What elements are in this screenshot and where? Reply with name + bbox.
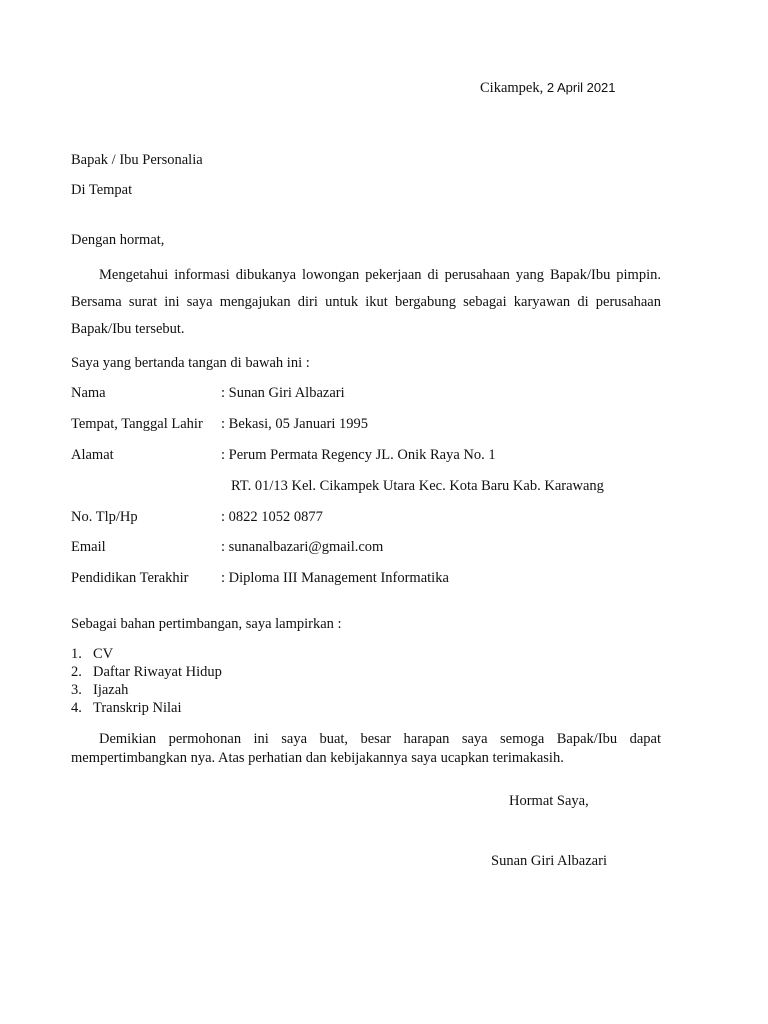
field-label-address: Alamat: [71, 447, 114, 463]
list-item: [71, 645, 222, 663]
date-line: [480, 80, 616, 97]
list-item-number: 1.: [71, 646, 82, 662]
list-item: [71, 663, 222, 681]
intro-paragraph: Mengetahui informasi dibukanya lowongan pekerjaan di perusahaan yang Bapak/Ibu pimpin. Bersama surat ini saya mengajukan diri untuk ikut bergabung sebagai karyawan di perusahaan Bapak/Ibu tersebut.: [71, 267, 661, 337]
field-label-name: Nama: [71, 385, 106, 401]
field-value-address: : Perum Permata Regency JL. Onik Raya No. 1: [221, 447, 496, 463]
field-value-education: : Diploma III Management Informatika: [221, 570, 449, 586]
closing-paragraph: Demikian permohonan ini saya buat, besar harapan saya semoga Bapak/Ibu dapat mempertimbangkan nya. Atas perhatian dan kebijakannya saya ucapkan terimakasih.: [71, 731, 661, 766]
date: 2 April 2021: [546, 80, 616, 95]
list-item-number: 3.: [71, 682, 82, 698]
field-label-birth: Tempat, Tanggal Lahir: [71, 416, 203, 432]
attachments-intro: Sebagai bahan pertimbangan, saya lampirkan :: [71, 616, 342, 632]
list-item: [71, 699, 222, 717]
place: Cikampek,: [480, 80, 544, 96]
list-item-text: CV: [93, 646, 114, 662]
signature-name: Sunan Giri Albazari: [491, 853, 607, 869]
list-item: [71, 681, 222, 699]
greeting: Dengan hormat,: [71, 232, 165, 248]
field-value-email: : sunanalbazari@gmail.com: [221, 539, 384, 555]
field-value-name: : Sunan Giri Albazari: [221, 385, 345, 401]
list-item-number: 4.: [71, 700, 82, 716]
list-item-text: Transkrip Nilai: [93, 700, 182, 716]
list-item-text: Daftar Riwayat Hidup: [93, 664, 222, 680]
field-label-education: Pendidikan Terakhir: [71, 570, 189, 586]
field-value-birth: : Bekasi, 05 Januari 1995: [221, 416, 368, 432]
list-item-number: 2.: [71, 664, 82, 680]
attachments-list: [71, 645, 222, 717]
list-item-text: Ijazah: [93, 682, 129, 698]
field-value-address-line-2: RT. 01/13 Kel. Cikampek Utara Kec. Kota Baru Kab. Karawang: [231, 478, 604, 494]
identity-intro: Saya yang bertanda tangan di bawah ini :: [71, 355, 310, 371]
recipient-line-1: Bapak / Ibu Personalia: [71, 152, 203, 168]
field-label-phone: No. Tlp/Hp: [71, 509, 138, 525]
field-value-phone: : 0822 1052 0877: [221, 509, 323, 525]
recipient-line-2: Di Tempat: [71, 182, 133, 198]
signature-salutation: Hormat Saya,: [509, 793, 589, 809]
field-label-email: Email: [71, 539, 106, 555]
